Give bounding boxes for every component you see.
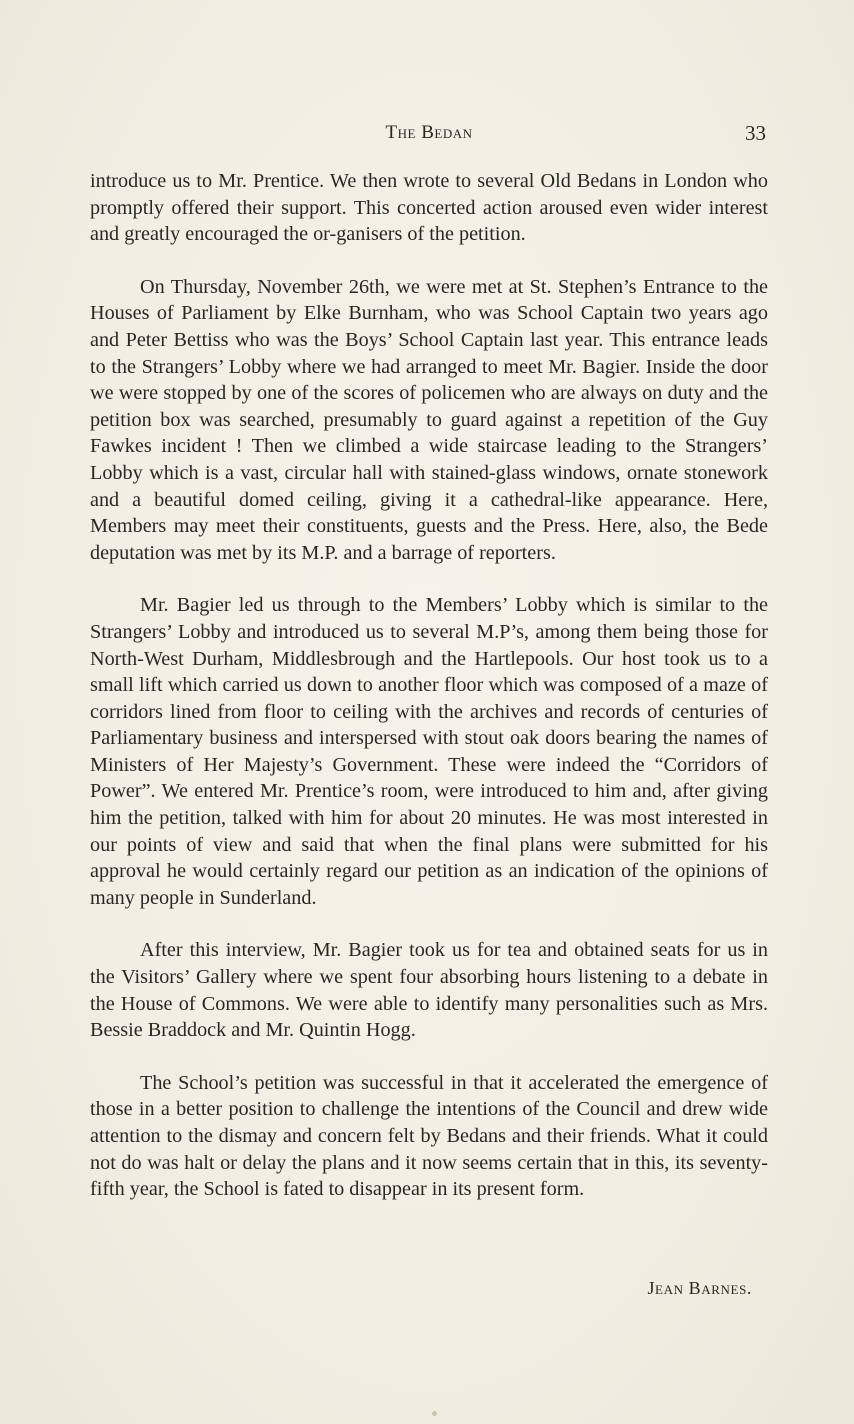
paragraph-2: On Thursday, November 26th, we were met at St. Stephen’s Entrance to the Houses of Parliament by Elke Burnham, who was School Captain two years ago and Peter Bettiss who was the Boys’ School Captain last year. This entrance leads to the Strangers’ Lobby where we had arranged to meet Mr. Bagier. Inside the door we were stopped by one of the scores of policemen who are always on duty and the petition box was searched, presumably to guard against a repetition of the Guy Fawkes incident ! Then we climbed a wide staircase leading to the Strangers’ Lobby which is a vast, circular hall with stained-glass windows, ornate stonework and a beautiful domed ceiling, giving it a cathedral-like appearance. Here, Members may meet their constituents, guests and the Press. Here, also, the Bede deputation was met by its M.P. and a barrage of reporters. [90, 275, 768, 564]
page-header [90, 118, 768, 148]
page-number: 33 [745, 121, 766, 145]
running-title: The Bedan [385, 122, 473, 143]
paragraph-3: Mr. Bagier led us through to the Members’ Lobby which is similar to the Strangers’ Lobby and introduced us to several M.P’s, among them being those for North-West Durham, Middlesbrough and the Hartlepools. Our host took us to a small lift which carried us down to another floor which was composed of a maze of corridors lined from floor to ceiling with the archives and records of centuries of Parliamentary business and interspersed with stout oak doors bearing the names of Ministers of Her Majesty’s Government. These were indeed the “Corridors of Power”. We entered Mr. Prentice’s room, were introduced to him and, after giving him the petition, talked with him for about 20 minutes. He was most interested in our points of view and said that when the final plans were submitted for his approval he would certainly regard our petition as an indication of the opinions of many people in Sunderland. [90, 594, 768, 909]
paragraph-5: The School’s petition was successful in that it accelerated the emergence of those in a better position to challenge the intentions of the Council and drew wide attention to the dismay and concern felt by Bedans and their friends. What it could not do was halt or delay the plans and it now seems certain that in this, its seventy-fifth year, the School is fated to disappear in its present form. [90, 1071, 768, 1201]
paper-speck [432, 1411, 437, 1416]
paragraph-4: After this interview, Mr. Bagier took us for tea and obtained seats for us in the Visitors’ Gallery where we spent four absorbing hours listening to a debate in the House of Commons. We were able to identify many personalities such as Mrs. Bessie Braddock and Mr. Quintin Hogg. [90, 939, 768, 1042]
author-signature: Jean Barnes. [647, 1278, 752, 1298]
paragraph-1: introduce us to Mr. Prentice. We then wrote to several Old Bedans in London who promptly offered their support. This concerted action aroused even wider interest and greatly encouraged the or-ganisers of the petition. [90, 170, 768, 246]
article-body [90, 168, 768, 1229]
